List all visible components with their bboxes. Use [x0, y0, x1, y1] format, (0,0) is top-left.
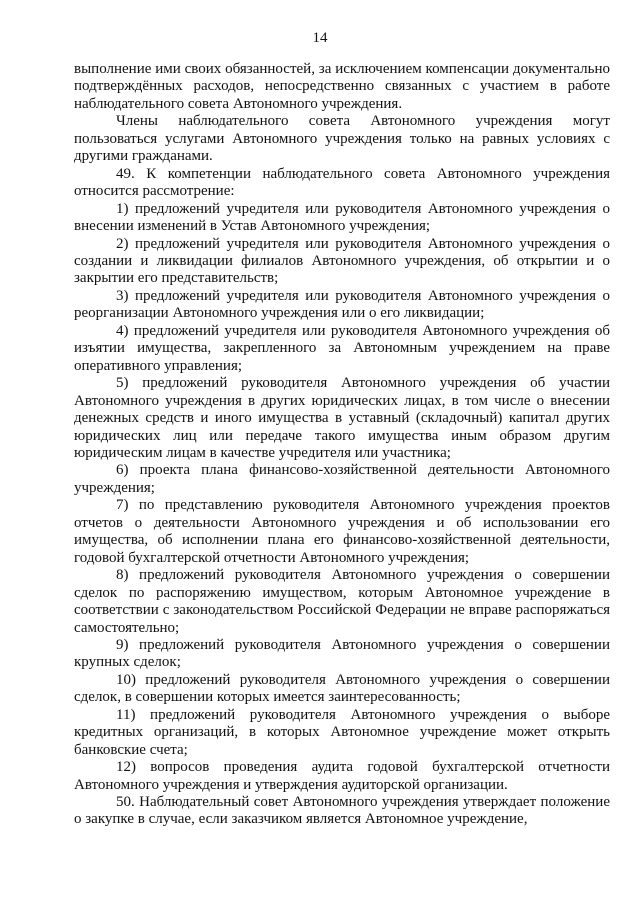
- document-body: [74, 61, 610, 829]
- paragraph-15: 12) вопросов проведения аудита годовой бухгалтерской отчетности Автономного учреждения и утверждения аудиторской организации.: [74, 759, 610, 793]
- paragraph-7: 4) предложений учредителя или руководителя Автономного учреждения об изъятии имущества, закрепленного за Автономным учреждением на праве оперативного управления;: [74, 322, 610, 374]
- paragraph-6: 3) предложений учредителя или руководителя Автономного учреждения о реорганизации Автономного учреждения или о его ликвидации;: [74, 287, 610, 322]
- paragraph-12: 9) предложений руководителя Автономного учреждения о совершении крупных сделок;: [74, 636, 610, 671]
- paragraph-4: 1) предложений учредителя или руководителя Автономного учреждения о внесении изменений в Устав Автономного учреждения;: [74, 200, 610, 235]
- paragraph-1: выполнение ими своих обязанностей, за исключением компенсации документально подтверждённых расходов, непосредственно связанных с участием в работе наблюдательного совета Автономного учреждения.: [74, 61, 610, 112]
- paragraph-13: 10) предложений руководителя Автономного учреждения о совершении сделок, в совершении которых имеется заинтересованность;: [74, 671, 610, 706]
- paragraph-9: 6) проекта плана финансово-хозяйственной деятельности Автономного учреждения;: [74, 462, 610, 496]
- paragraph-2: Члены наблюдательного совета Автономного учреждения могут пользоваться услугами Автономного учреждения только на равных условиях с другими гражданами.: [74, 113, 610, 165]
- paragraph-11: 8) предложений руководителя Автономного учреждения о совершении сделок по распоряжению имуществом, которым Автономное учреждение в соответствии с законодательством Российской Федерации не вправе распоряжаться самостоятельно;: [74, 567, 610, 636]
- paragraph-16: 50. Наблюдательный совет Автономного учреждения утверждает положение о закупке в случае, если заказчиком является Автономное учреждение,: [74, 794, 610, 828]
- paragraph-10: 7) по представлению руководителя Автономного учреждения проектов отчетов о деятельности Автономного учреждения и об использовании его имущества, об исполнении плана его финансово-хозяйственной деятельности, годовой бухгалтерской отчетности Автономного учреждения;: [74, 497, 610, 566]
- paragraph-8: 5) предложений руководителя Автономного учреждения об участии Автономного учреждения в других юридических лицах, в том числе о внесении денежных средств и иного имущества в уставный (складочный) капитал других юридических лиц или передаче такого имущества иным образом другим юридическим лицам в качестве учредителя или участника;: [74, 375, 610, 461]
- paragraph-14: 11) предложений руководителя Автономного учреждения о выборе кредитных организаций, в которых Автономное учреждение может открыть банковские счета;: [74, 706, 610, 758]
- paragraph-5: 2) предложений учредителя или руководителя Автономного учреждения о создании и ликвидации филиалов Автономного учреждения, об открытии и о закрытии его представительств;: [74, 235, 610, 287]
- page-number: 14: [312, 30, 328, 46]
- paragraph-3: 49. К компетенции наблюдательного совета Автономного учреждения относится рассмотрение:: [74, 165, 610, 200]
